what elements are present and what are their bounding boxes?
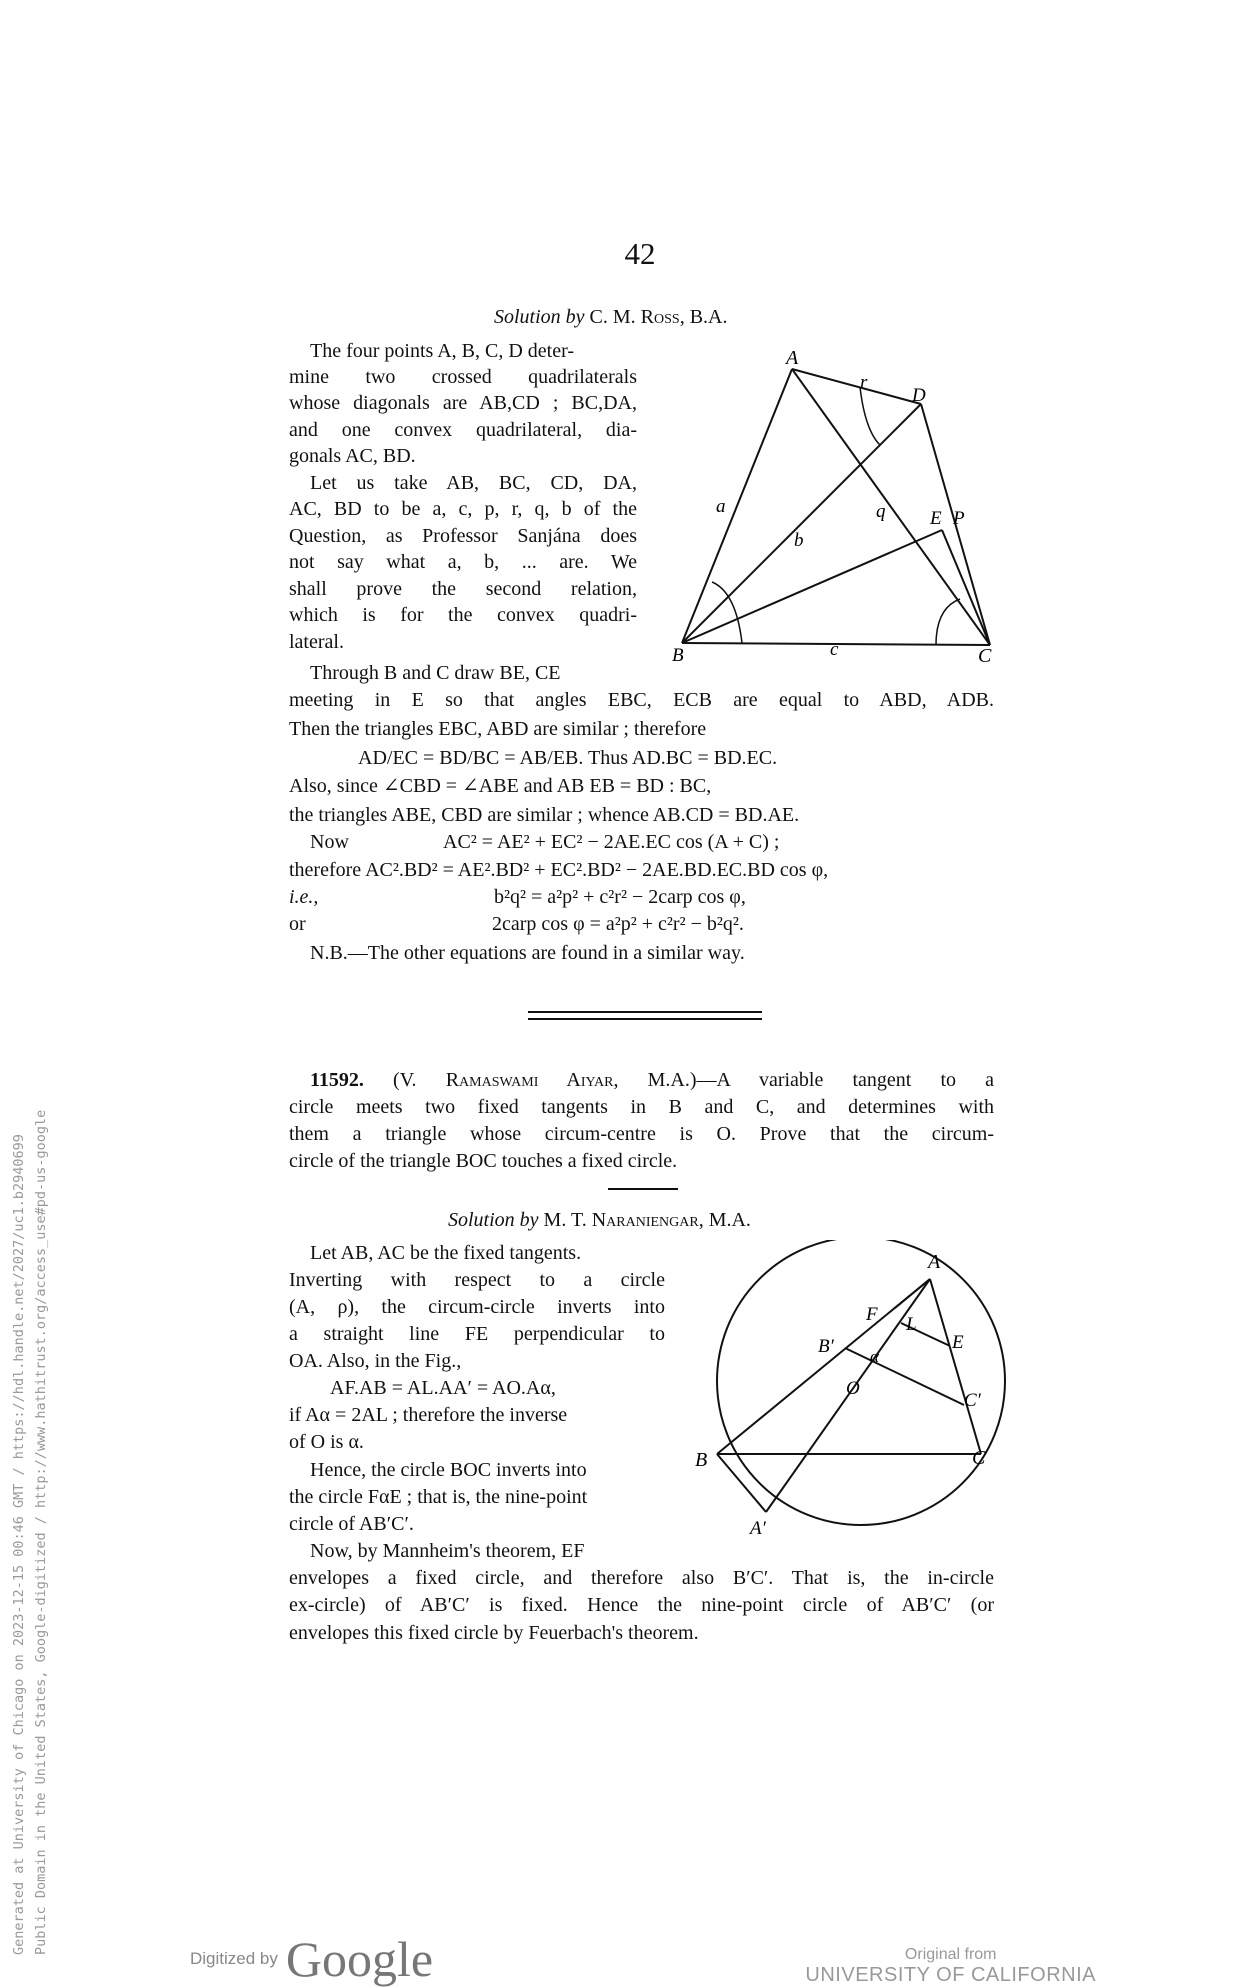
- figure-label-A: A: [786, 347, 799, 369]
- solution-author-initials: C. M.: [589, 306, 636, 328]
- figure-arc-C: [936, 599, 960, 645]
- figure-arc-B: [712, 582, 742, 643]
- solution-heading-2: [448, 1209, 751, 1232]
- short-divider: [608, 1188, 678, 1190]
- question-first-line: [310, 1067, 994, 1093]
- text-line: a straight line FE perpendicular to: [289, 1323, 665, 1345]
- digitized-by-label: Digitized by: [190, 1949, 278, 1968]
- text-line: (A, ρ), the circum-circle inverts into: [289, 1296, 665, 1318]
- figure-label-A-prime: A′: [750, 1518, 766, 1539]
- text-line: of O is α.: [289, 1431, 364, 1453]
- hathitrust-margin-note: [8, 1110, 52, 1955]
- equation-ie: b²q² = a²p² + c²r² − 2carp cos φ,: [494, 886, 746, 908]
- text-line: meeting in E so that angles EBC, ECB are equal to ABD, ADB.: [289, 689, 994, 711]
- question-number: 11592.: [310, 1069, 364, 1091]
- text-line: lateral.: [289, 631, 344, 653]
- solution-heading-1: [494, 306, 728, 329]
- figure-label-O: O: [846, 1378, 860, 1399]
- section-divider-bottom: [528, 1018, 762, 1020]
- figure-label-F: F: [866, 1304, 878, 1325]
- question-line: them a triangle whose circum-centre is O. Prove that the circum-: [289, 1123, 994, 1145]
- figure-label-B: B: [695, 1449, 708, 1471]
- solution-heading-italic: Solution by: [494, 306, 585, 328]
- text-line: mine two crossed quadrilaterals: [289, 366, 637, 388]
- text-line: Question, as Professor Sanjána does: [289, 525, 637, 547]
- text-line: not say what a, b, ... are. We: [289, 551, 637, 573]
- figure-label-P: P: [953, 508, 965, 529]
- text-line: whose diagonals are AB,CD ; BC,DA,: [289, 392, 637, 414]
- text-line: The four points A, B, C, D deter-: [310, 340, 575, 362]
- university-name: UNIVERSITY OF CALIFORNIA: [805, 1964, 1096, 1986]
- equation-ad-ec: AD/EC = BD/BC = AB/EB. Thus AD.BC = BD.EC.: [358, 747, 778, 769]
- page-number: 42: [624, 236, 656, 271]
- text-line: and one convex quadrilateral, dia-: [289, 419, 637, 441]
- ie-label: i.e.,: [289, 886, 319, 908]
- text-line: the circle FαE ; that is, the nine-point: [289, 1486, 588, 1508]
- text-line: Through B and C draw BE, CE: [310, 662, 561, 684]
- figure-label-A: A: [928, 1251, 941, 1273]
- question-author-close: , M.A.)—A variable tangent to a: [613, 1069, 995, 1091]
- nb-note: N.B.—The other equations are found in a similar way.: [310, 942, 745, 964]
- question-line: circle meets two fixed tangents in B and C, and determines with: [289, 1096, 994, 1118]
- figure-line-BD: [682, 404, 921, 643]
- figure-line-AD: [792, 369, 921, 404]
- solution-author-name: Naraniengar: [591, 1209, 699, 1231]
- question-author-open: (V.: [393, 1069, 417, 1091]
- text-line: Hence, the circle BOC inverts into: [310, 1459, 587, 1481]
- figure-label-E: E: [930, 508, 942, 529]
- text-line: Let us take AB, BC, CD, DA,: [310, 472, 637, 494]
- figure-label-C: C: [972, 1447, 986, 1469]
- text-line: gonals AC, BD.: [289, 445, 416, 467]
- text-line: OA. Also, in the Fig.,: [289, 1350, 462, 1372]
- text-line: Let AB, AC be the fixed tangents.: [310, 1242, 582, 1264]
- figure-label-B: B: [672, 645, 684, 666]
- text-line: if Aα = 2AL ; therefore the inverse: [289, 1404, 568, 1426]
- question-line: circle of the triangle BOC touches a fixed circle.: [289, 1150, 678, 1172]
- equation-ac-squared: AC² = AE² + EC² − 2AE.EC cos (A + C) ;: [443, 831, 780, 853]
- quadrilateral-figure: [660, 340, 1010, 670]
- text-line: Then the triangles EBC, ABD are similar ; therefore: [289, 718, 707, 740]
- original-from: [805, 1946, 1096, 1987]
- solution-author-initials: M. T.: [543, 1209, 587, 1231]
- text-line: the triangles ABE, CBD are similar ; whence AB.CD = BD.AE.: [289, 804, 800, 826]
- or-label: or: [289, 913, 306, 935]
- figure-line-AC: [792, 369, 990, 645]
- solution-heading-italic: Solution by: [448, 1209, 539, 1231]
- figure-label-C-prime: C′: [964, 1390, 981, 1411]
- solution-author-suffix: , B.A.: [679, 306, 728, 328]
- text-line: circle of AB′C′.: [289, 1513, 414, 1535]
- figure-label-D: D: [912, 385, 926, 406]
- figure-label-L: L: [906, 1314, 917, 1335]
- question-author-name: Ramaswami Aiyar: [445, 1069, 614, 1091]
- circle-figure: [690, 1240, 1020, 1540]
- original-from-label: Original from: [904, 1946, 997, 1963]
- figure-label-c: c: [830, 639, 839, 660]
- text-line: envelopes this fixed circle by Feuerbach's theorem.: [289, 1622, 699, 1644]
- equation-or: 2carp cos φ = a²p² + c²r² − b²q².: [492, 913, 744, 935]
- text-line: Inverting with respect to a circle: [289, 1269, 665, 1291]
- text-line: ex-circle) of AB′C′ is fixed. Hence the nine-point circle of AB′C′ (or: [289, 1594, 994, 1616]
- figure-label-B-prime: B′: [818, 1336, 834, 1357]
- margin-note-line: Generated at University of Chicago on 2023-12-15 00:46 GMT / https://hdl.handle.net/2027/uc1.b2940699: [11, 1134, 27, 1955]
- text-line: which is for the convex quadri-: [289, 604, 637, 626]
- figure-label-alpha: α: [870, 1347, 879, 1366]
- figure-circle: [717, 1240, 1005, 1525]
- now-label: Now: [310, 831, 349, 853]
- text-line: Now, by Mannheim's theorem, EF: [310, 1540, 585, 1562]
- figure-label-b: b: [794, 530, 804, 551]
- section-divider-top: [528, 1011, 762, 1013]
- equation-af-ab: AF.AB = AL.AA′ = AO.Aα,: [330, 1377, 556, 1399]
- solution-author-name: Ross: [640, 306, 680, 328]
- text-line: shall prove the second relation,: [289, 578, 637, 600]
- figure-arc-A: [860, 387, 880, 445]
- figure-label-a: a: [716, 496, 726, 517]
- text-line: AC, BD to be a, c, p, r, q, b of the: [289, 498, 637, 520]
- margin-note-line: Public Domain in the United States, Google-digitized / http://www.hathitrust.org/access_use#pd-us-google: [33, 1109, 49, 1955]
- figure-label-C: C: [978, 645, 992, 667]
- text-line: envelopes a fixed circle, and therefore also B′C′. That is, the in-circle: [289, 1567, 994, 1589]
- text-line: therefore AC².BD² = AE².BD² + EC².BD² − 2AE.BD.EC.BD cos φ,: [289, 859, 829, 881]
- figure-label-r: r: [860, 372, 868, 393]
- digitized-by-google: [190, 1930, 433, 1988]
- figure-label-E: E: [952, 1332, 964, 1353]
- figure-line-AC: [930, 1279, 981, 1454]
- google-logo: Google: [285, 1931, 434, 1987]
- figure-line-B-prime-C-prime: [845, 1348, 964, 1405]
- solution-author-suffix: , M.A.: [698, 1209, 751, 1231]
- text-line: Also, since ∠CBD = ∠ABE and AB EB = BD : BC,: [289, 775, 712, 797]
- figure-label-q: q: [876, 501, 886, 522]
